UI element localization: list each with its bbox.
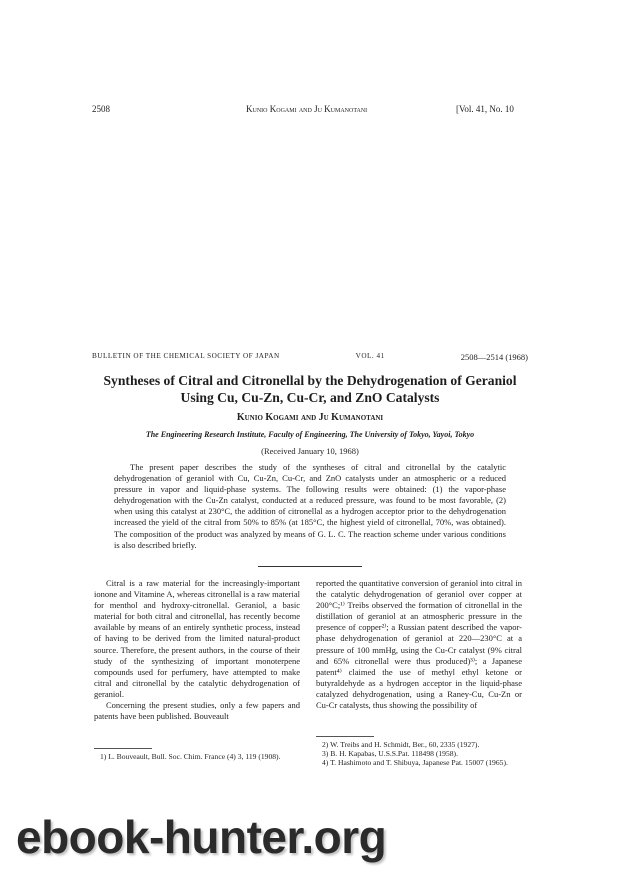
footnote-2: 2) W. Treibs and H. Schmidt, Ber., 60, 2335 (1927). xyxy=(322,740,480,749)
footnotes-left xyxy=(94,752,300,761)
running-header-authors: Kunio Kogami and Ju Kumanotani xyxy=(246,104,368,114)
running-header-volume: [Vol. 41, No. 10 xyxy=(456,104,514,114)
footnote-4: 4) T. Hashimoto and T. Shibuya, Japanese Pat. 15007 (1965). xyxy=(322,758,508,768)
paragraph: Concerning the present studies, only a few papers and patents have been published. Bouveault xyxy=(94,700,300,722)
journal-name: BULLETIN OF THE CHEMICAL SOCIETY OF JAPAN xyxy=(92,352,280,360)
footnote-rule xyxy=(316,736,374,737)
section-divider xyxy=(258,566,362,567)
watermark: ebook-hunter.org xyxy=(16,811,387,863)
title-line-1: Syntheses of Citral and Citronellal by the Dehydrogenation of Geraniol xyxy=(103,373,517,388)
page-number: 2508 xyxy=(92,104,110,114)
received-date: (Received January 10, 1968) xyxy=(261,446,359,456)
footnote-rule xyxy=(94,748,152,749)
footnote-3: 3) B. H. Kapabas, U.S.S.Pat. 118498 (1958). xyxy=(322,749,458,759)
article-affiliation: The Engineering Research Institute, Faculty of Engineering, The University of Tokyo, Yayoi, Tokyo xyxy=(145,430,475,439)
article-authors: Kunio Kogami and Ju Kumanotani xyxy=(236,412,384,423)
journal-volume: VOL. 41 xyxy=(355,352,385,360)
title-line-2: Using Cu, Cu-Zn, Cu-Cr, and ZnO Catalysts xyxy=(180,390,440,405)
right-column xyxy=(316,578,522,711)
footnote-1: 1) L. Bouveault, Bull. Soc. Chim. France (4) 3, 119 (1908). xyxy=(100,752,281,761)
paragraph: reported the quantitative conversion of geraniol into citral in the catalytic dehydrogenation of geraniol over copper at 200°C;¹⁾ Treibs observed the formation of citronellal in the distillation of geraniol at an atmospheric pressure in the presence of copper²⁾; a Russian patent described the vapor-phase dehydrogenation of geraniol at 220—230°C at a pressure of 100 mmHg, using the Cu-Cr catalyst (9% citral and 65% citronellal were thus produced)³⁾; a Japanese patent⁴⁾ claimed the use of methyl ethyl ketone or butyraldehyde as a hydrogen acceptor in the liquid-phase catalyzed dehydrogenation, using a Raney-Cu, Cu-Zn or Cu-Cr catalysts, thus showing the possibility of xyxy=(316,578,522,711)
journal-line xyxy=(92,352,528,362)
abstract: The present paper describes the study of the syntheses of citral and citronellal by the catalytic dehydrogenation of geraniol with Cu, Cu-Zn, Cu-Cr, and ZnO catalysts under an atmospheric or a reduced pressure in vapor and liquid-phase systems. The following results were obtained: (1) the vapor-phase dehydrogenation with the Cu-Zn catalyst, conducted at a reduced pressure, was found to be most favorable, (2) when using this catalyst at 230°C, the addition of citronellal as a hydrogen acceptor prior to the dehydrogenation increased the yield of the citral from 50% to 85% (at 185°C, the highest yield of citronellal, 70%, was obtained). The composition of the product was analyzed by means of G. L. C. The reaction scheme under various conditions is also described briefly. xyxy=(114,462,506,550)
journal-pages: 2508—2514 (1968) xyxy=(460,352,528,362)
article-title xyxy=(60,372,560,406)
left-column xyxy=(94,578,300,722)
footnotes-right xyxy=(316,740,522,768)
paragraph: Citral is a raw material for the increasingly-important ionone and Vitamine A, whereas citronellal is a raw material for menthol and hydroxy-citronellal. Geraniol, a basic material for both citral and citronellal, has recently become available by means of an entirely synthetic process, instead of having to be derived from the limited natural-product source. Therefore, the present authors, in the course of their study of the synthesizing of important monoterpene compounds used for perfumery, have attempted to make citral and citronellal by the catalytic dehydrogenation of geraniol. xyxy=(94,578,300,699)
